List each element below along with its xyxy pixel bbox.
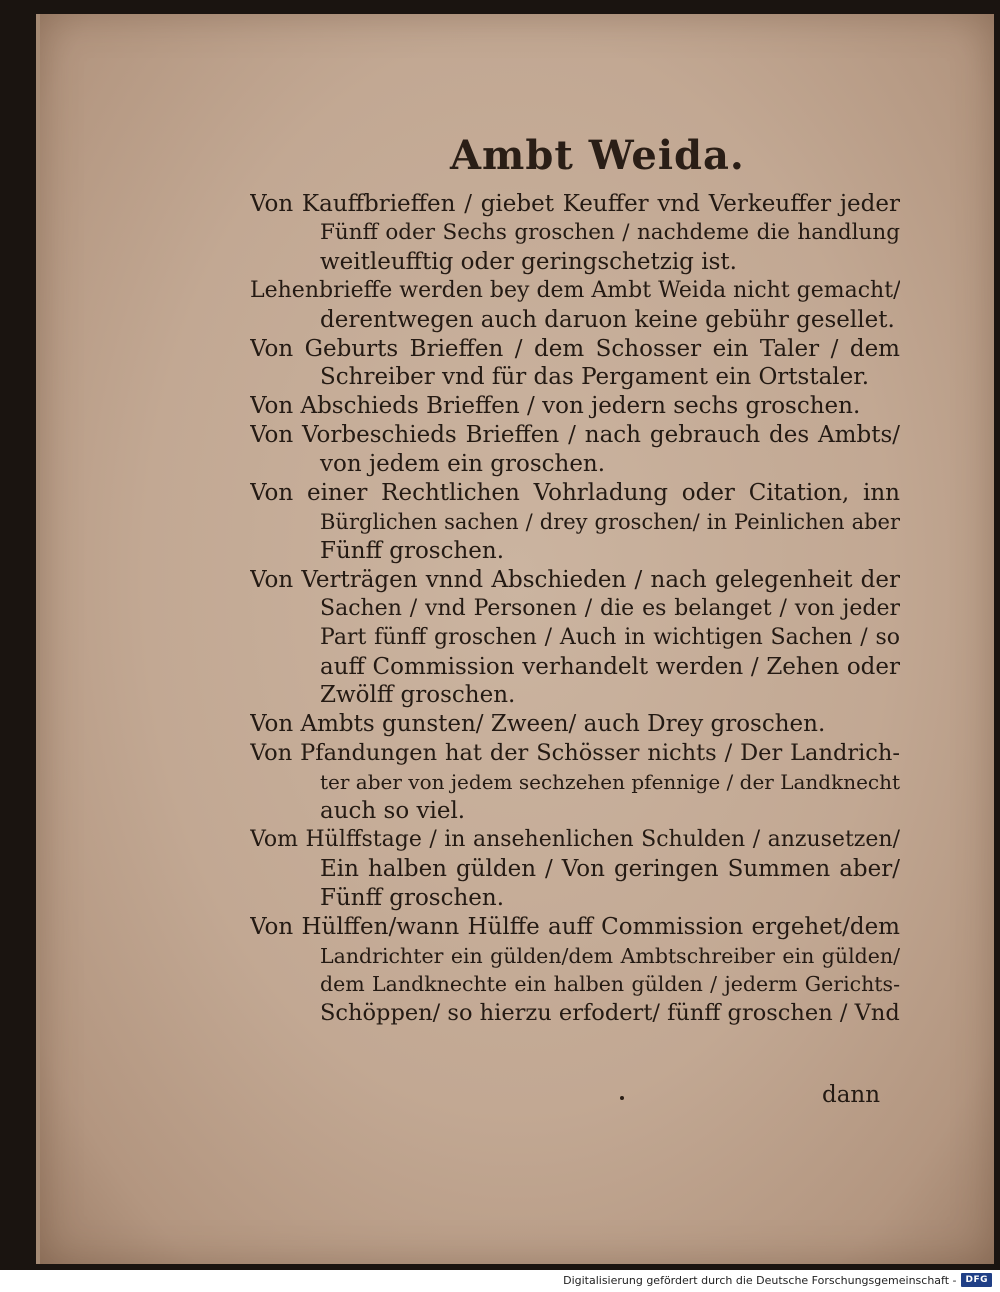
text-line: Von Geburts Brieffen / dem Schosser ein Taler / dem: [250, 335, 900, 362]
text-block: [250, 190, 900, 1028]
text-line: Von Abschieds Brieffen / von jedern sechs groschen.: [250, 393, 861, 420]
catchword: dann: [822, 1082, 881, 1108]
text-line: Sachen / vnd Personen / die es belanget / von jeder: [320, 595, 900, 621]
text-entry: [250, 739, 900, 826]
text-entry: [250, 335, 900, 393]
text-line: Von Hülffen/wann Hülffe auff Commission ergehet/dem: [250, 913, 900, 940]
text-line: Schreiber vnd für das Pergament ein Ortstaler.: [320, 364, 870, 391]
text-line: Landrichter ein gülden/dem Ambtschreiber ein gülden/: [320, 943, 900, 968]
text-line: Von Pfandungen hat der Schösser nichts / Der Landrich-: [250, 740, 900, 767]
text-line: Part fünff groschen / Auch in wichtigen Sachen / so: [320, 624, 900, 650]
text-line: Von Kauffbrieffen / giebet Keuffer vnd Verkeuffer jeder: [250, 191, 900, 217]
text-entry: [250, 826, 900, 913]
text-line: auch so viel.: [320, 798, 466, 825]
page-title: Ambt Weida.: [450, 132, 745, 179]
text-line: Von Ambts gunsten/ Zween/ auch Drey groschen.: [250, 711, 826, 738]
text-line: Schöppen/ so hierzu erfodert/ fünff groschen / Vnd: [320, 1000, 900, 1027]
text-line: Bürglichen sachen / drey groschen/ in Peinlichen aber: [320, 509, 900, 534]
text-entry: [250, 566, 900, 711]
text-line: Von Verträgen vnnd Abschieden / nach gelegenheit der: [250, 566, 900, 593]
text-line: dem Landknechte ein halben gülden / jederm Gerichts-: [320, 972, 900, 997]
footer: [563, 1270, 992, 1290]
text-line: Von einer Rechtlichen Vohrladung oder Citation, inn: [250, 480, 900, 507]
text-line: ter aber von jedem sechzehen pfennige / der Landknecht: [320, 770, 900, 795]
text-entry: [250, 277, 900, 335]
text-line: Zwölff groschen.: [320, 682, 516, 709]
text-line: von jedem ein groschen.: [320, 451, 606, 478]
dfg-logo-icon: DFG: [961, 1273, 992, 1287]
text-line: Fünff groschen.: [320, 537, 505, 564]
text-entry: [250, 479, 900, 566]
text-line: Fünff groschen.: [320, 884, 505, 911]
text-line: weitleufftig oder geringschetzig ist.: [320, 248, 737, 275]
text-entry: [250, 710, 900, 739]
text-line: auff Commission verhandelt werden / Zehen oder: [320, 653, 900, 680]
text-line: derentwegen auch daruon keine gebühr gesellet.: [320, 306, 895, 333]
text-entry: [250, 392, 900, 421]
text-line: Vom Hülffstage / in ansehenlichen Schulden / anzusetzen/: [250, 826, 900, 852]
text-entry: [250, 913, 900, 1029]
text-line: Lehenbrieffe werden bey dem Ambt Weida nicht gemacht/: [250, 277, 900, 303]
footer-text: Digitalisierung gefördert durch die Deutsche Forschungsgemeinschaft -: [563, 1273, 957, 1287]
ink-speck: [620, 1096, 624, 1100]
text-line: Von Vorbeschieds Brieffen / nach gebrauch des Ambts/: [250, 422, 900, 449]
text-line: Fünff oder Sechs groschen / nachdeme die handlung: [320, 219, 900, 245]
text-entry: [250, 190, 900, 277]
text-line: Ein halben gülden / Von geringen Summen aber/: [320, 855, 900, 882]
text-entry: [250, 421, 900, 479]
